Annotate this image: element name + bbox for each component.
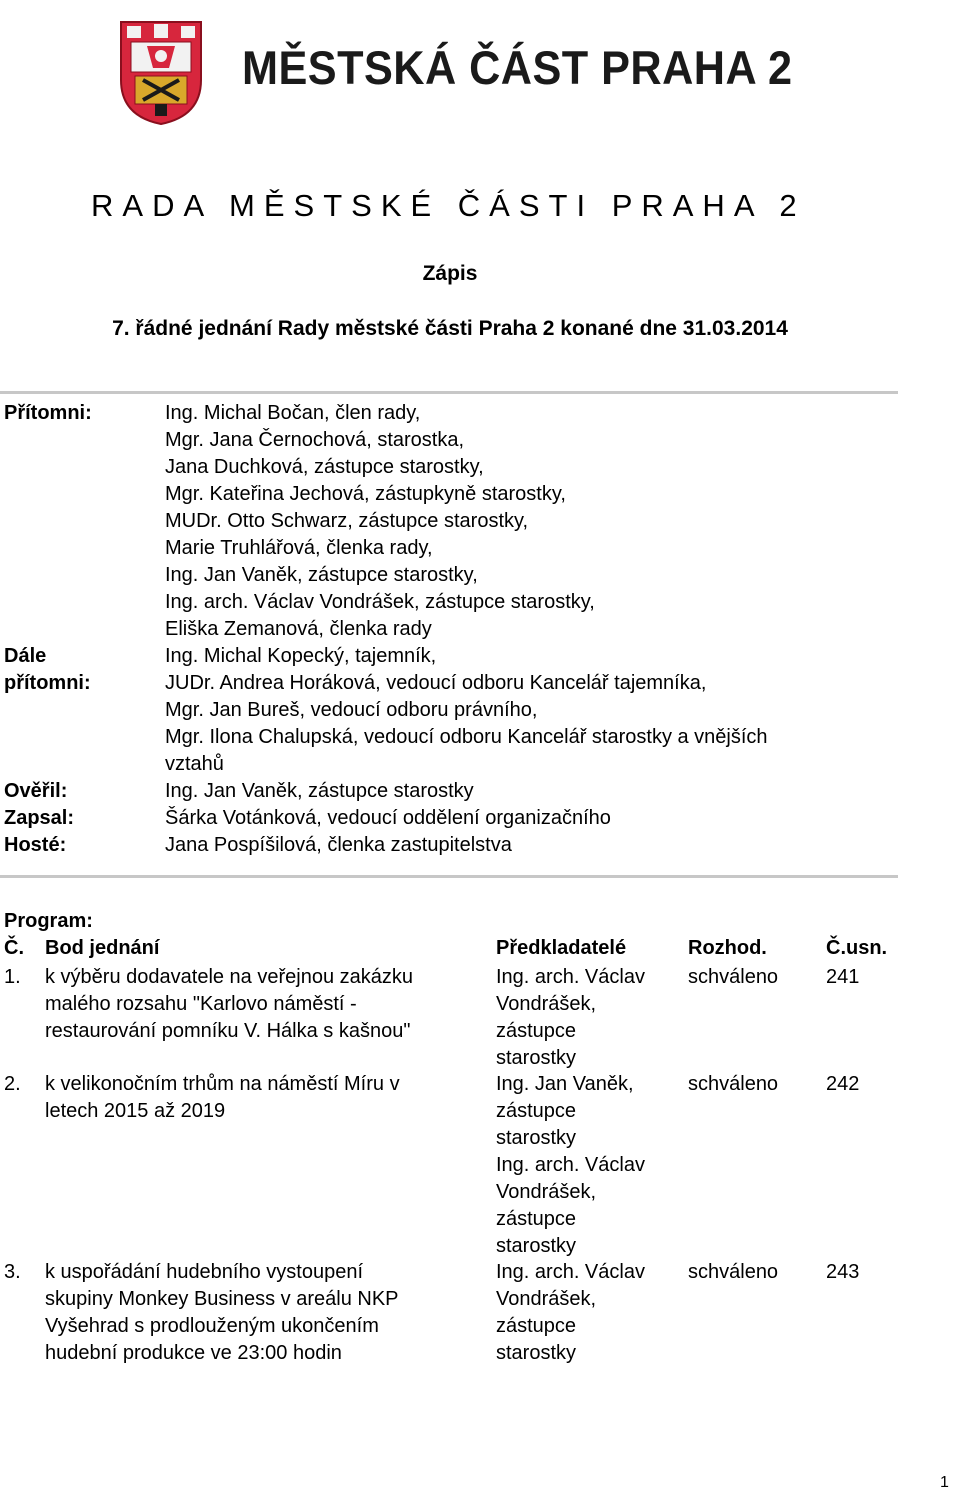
also-present-attendee: JUDr. Andrea Horáková, vedoucí odboru Kancelář tajemníka, xyxy=(165,672,707,694)
row-resolution: 242 xyxy=(826,1073,860,1095)
document-type: Zápis xyxy=(422,262,478,285)
verified-label: Ověřil: xyxy=(4,780,68,802)
verified-by: Ing. Jan Vaněk, zástupce starostky xyxy=(165,780,474,802)
attendee: Ing. Michal Bočan, člen rady, xyxy=(165,402,421,424)
row-number: 2. xyxy=(4,1073,21,1095)
row-presenters: Ing. arch. Václav Vondrášek, zástupce starostky xyxy=(496,1261,645,1364)
present-label: Přítomni: xyxy=(4,402,92,424)
attendee: Mgr. Kateřina Jechová, zástupkyně starostky, xyxy=(165,483,566,505)
recorded-label: Zapsal: xyxy=(4,807,75,829)
middle-divider xyxy=(0,875,898,878)
header-decision: Rozhod. xyxy=(688,937,767,959)
page-number: 1 xyxy=(940,1474,949,1491)
row-presenters: Ing. arch. Václav Vondrášek, zástupce starostky xyxy=(496,966,645,1069)
header-resolution: Č.usn. xyxy=(826,937,888,959)
also-present-attendee: Mgr. Ilona Chalupská, vedoucí odboru Kancelář starostky a vnějších xyxy=(165,726,768,748)
row-decision: schváleno xyxy=(688,966,779,988)
program-title: Program: xyxy=(4,910,93,932)
row-number: 3. xyxy=(4,1261,21,1283)
header-title: MĚSTSKÁ ČÁST PRAHA 2 xyxy=(242,41,793,94)
guests-label: Hosté: xyxy=(4,834,67,856)
header-presenters: Předkladatelé xyxy=(496,937,627,959)
attendee: Ing. arch. Václav Vondrášek, zástupce starostky, xyxy=(165,591,595,613)
row-presenters: Ing. Jan Vaněk, zástupce starostky Ing. arch. Václav Vondrášek, zástupce starostky xyxy=(496,1073,645,1257)
attendee: Eliška Zemanová, členka rady xyxy=(165,618,432,640)
council-title: RADA MĚSTSKÉ ČÁSTI PRAHA 2 xyxy=(91,188,806,223)
row-resolution: 241 xyxy=(826,966,860,988)
row-decision: schváleno xyxy=(688,1073,779,1095)
also-present-attendee: Ing. Michal Kopecký, tajemník, xyxy=(165,645,437,667)
top-divider xyxy=(0,391,898,394)
attendee: Ing. Jan Vaněk, zástupce starostky, xyxy=(165,564,478,586)
header-item: Bod jednání xyxy=(45,937,160,959)
attendee: Marie Truhlářová, členka rady, xyxy=(165,537,433,559)
attendee: MUDr. Otto Schwarz, zástupce starostky, xyxy=(165,510,529,532)
row-item: k výběru dodavatele na veřejnou zakázku malého rozsahu "Karlovo náměstí - restaurování pomníku V. Hálka s kašnou" xyxy=(45,966,414,1042)
coat-of-arms-logo xyxy=(117,18,205,126)
row-decision: schváleno xyxy=(688,1261,779,1283)
header-number: Č. xyxy=(4,937,24,959)
meeting-title: 7. řádné jednání Rady městské části Praha 2 konané dne 31.03.2014 xyxy=(112,317,788,340)
attendee: Mgr. Jana Černochová, starostka, xyxy=(165,429,465,451)
row-resolution: 243 xyxy=(826,1261,860,1283)
attendee: Jana Duchková, zástupce starostky, xyxy=(165,456,484,478)
also-present-attendee: vztahů xyxy=(165,753,224,775)
row-item: k velikonočním trhům na náměstí Míru v letech 2015 až 2019 xyxy=(45,1073,400,1122)
present-list xyxy=(165,400,768,859)
also-present-attendee: Mgr. Jan Bureš, vedoucí odboru právního, xyxy=(165,699,538,721)
recorded-by: Šárka Votánková, vedoucí oddělení organizačního xyxy=(165,807,611,829)
also-present-label: Dále přítomni: xyxy=(4,645,91,694)
guest: Jana Pospíšilová, členka zastupitelstva xyxy=(165,834,512,856)
row-number: 1. xyxy=(4,966,21,988)
row-item: k uspořádání hudebního vystoupení skupiny Monkey Business v areálu NKP Vyšehrad s prodlouženým ukončením hudební produkce ve 23:00 hodin xyxy=(45,1261,399,1364)
